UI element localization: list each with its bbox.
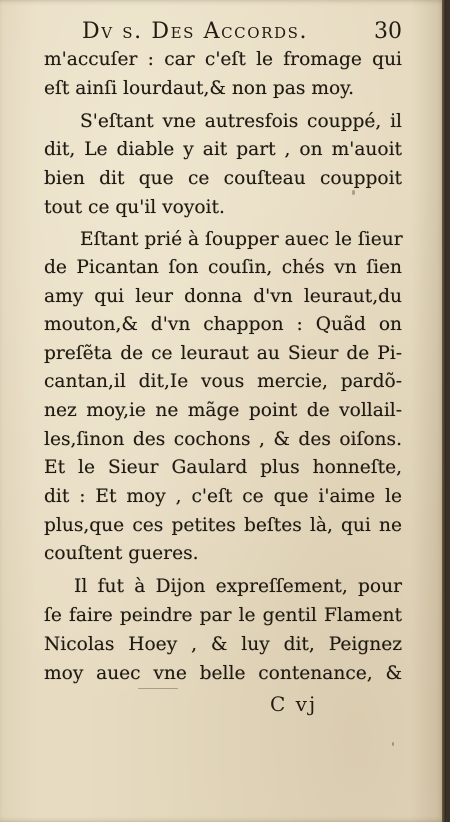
paragraph-start-line: Il fut à Dijon expreſſement, pour [74, 576, 402, 597]
text-line: Nicolas Hoey , & luy dit, Peignez [44, 634, 402, 655]
text-line: plus,que ces petites beſtes là, qui ne [44, 515, 402, 536]
paragraph-start-line: Eſtant prié à ſoupper auec le ſieur [80, 229, 403, 250]
ink-speck [392, 742, 394, 746]
text-line: cantan,il dit,Ie vous mercie, pardõ- [44, 371, 402, 392]
text-line: dit, Le diable y ait part , on m'auoit [44, 139, 402, 160]
text-line: eſt ainſi lourdaut,& non pas moy. [44, 78, 355, 99]
text-line: couſtent gueres. [44, 543, 199, 564]
text-line: Et le Sieur Gaulard plus honneſte, [44, 457, 402, 478]
page-number: 30 [374, 19, 402, 44]
text-line: amy qui leur donna d'vn leuraut,du [44, 286, 402, 307]
paragraph-start-line: S'eſtant vne autresfois couppé, il [80, 111, 402, 132]
ink-speck [352, 190, 355, 195]
text-line: les,ſinon des cochons , & des oiſons. [44, 429, 402, 450]
text-line: tout ce qu'il voyoit. [44, 197, 225, 218]
ink-speck [138, 688, 178, 689]
running-title: Dv s. Des Accords. [82, 19, 309, 44]
text-line: bien dit que ce couſteau couppoit [44, 168, 402, 189]
text-line: mouton,& d'vn chappon : Quãd on [44, 314, 402, 335]
text-line: ſe faire peindre par le gentil Flament [44, 605, 402, 626]
page-edge [442, 0, 446, 822]
text-line: nez moy,ie ne mãge point de vollail- [44, 400, 402, 421]
text-line: dit : Et moy , c'eſt ce que i'aime le [44, 486, 402, 507]
text-line: de Picantan ſon couſin, chés vn ſien [44, 257, 402, 278]
text-line: moy auec vne belle contenance, & [44, 663, 402, 684]
signature-mark: C vj [270, 692, 318, 716]
text-line: m'accuſer : car c'eſt le fromage qui [44, 49, 402, 70]
text-line: preſẽta de ce leuraut au Sieur de Pi- [44, 343, 402, 364]
